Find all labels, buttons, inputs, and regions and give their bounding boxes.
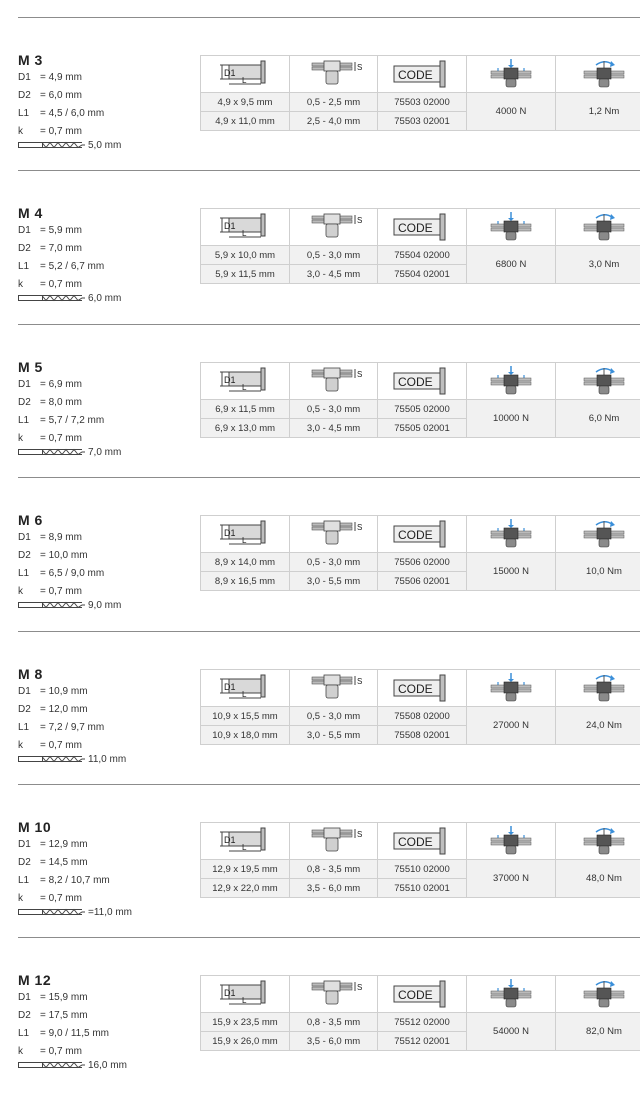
svg-text:L: L <box>242 76 247 85</box>
dims-cell: 10,9 x 15,5 mm <box>201 707 290 726</box>
size-title: M 3 <box>18 52 43 68</box>
rivet-dimensions-cell <box>201 209 290 246</box>
spec-l1: L1 = 4,5 / 6,0 mm <box>18 108 105 119</box>
dims-cell: 6,9 x 11,5 mm <box>201 400 290 419</box>
spec-d1: D1 = 4,9 mm <box>18 72 82 83</box>
setting-force-icon <box>489 826 533 856</box>
rivet-dimensions-cell <box>201 976 290 1013</box>
drill-size: =11,0 mm <box>18 907 132 918</box>
torque-icon <box>582 59 626 89</box>
size-title: M 4 <box>18 205 43 221</box>
setting-force-cell <box>467 670 556 707</box>
svg-text:CODE: CODE <box>398 375 433 389</box>
drill-bit-icon <box>18 908 86 916</box>
rivet-dimensions-cell <box>201 363 290 400</box>
spec-d1: D1 = 10,9 mm <box>18 686 88 697</box>
dims-cell: 15,9 x 26,0 mm <box>201 1032 290 1051</box>
torque-icon <box>582 979 626 1009</box>
torque-cell <box>556 56 640 93</box>
size-title: M 6 <box>18 512 43 528</box>
dims-cell: 5,9 x 11,5 mm <box>201 265 290 284</box>
torque-icon <box>582 212 626 242</box>
grip-cell: 3,0 - 5,5 mm <box>290 572 378 591</box>
code-value-cell: 75508 02001 <box>378 726 467 745</box>
dims-cell: 4,9 x 9,5 mm <box>201 93 290 112</box>
spec-d2: D2 = 8,0 mm <box>18 397 82 408</box>
spec-k: k = 0,7 mm <box>18 740 82 751</box>
spec-l1: L1 = 5,2 / 6,7 mm <box>18 261 105 272</box>
torque-value-cell: 3,0 Nm <box>556 246 640 284</box>
size-section <box>0 359 640 489</box>
code-value-cell: 75503 02001 <box>378 112 467 131</box>
code-value-cell: 75504 02000 <box>378 246 467 265</box>
torque-cell <box>556 209 640 246</box>
drill-bit-icon <box>18 601 86 609</box>
setting-force-cell <box>467 976 556 1013</box>
setting-force-icon <box>489 212 533 242</box>
grip-cell: 3,0 - 4,5 mm <box>290 265 378 284</box>
grip-range-cell <box>290 56 378 93</box>
setting-force-cell <box>467 516 556 553</box>
setting-force-icon <box>489 673 533 703</box>
code-icon <box>390 826 454 856</box>
code-value-cell: 75512 02000 <box>378 1013 467 1032</box>
grip-cell: 0,5 - 3,0 mm <box>290 400 378 419</box>
size-section <box>0 52 640 182</box>
spec-k: k = 0,7 mm <box>18 433 82 444</box>
torque-value-cell: 82,0 Nm <box>556 1013 640 1051</box>
spec-d1: D1 = 6,9 mm <box>18 379 82 390</box>
size-section <box>0 205 640 335</box>
setting-force-icon <box>489 519 533 549</box>
svg-text:CODE: CODE <box>398 221 433 235</box>
code-cell <box>378 823 467 860</box>
grip-cell: 3,0 - 4,5 mm <box>290 419 378 438</box>
grip-range-cell <box>290 823 378 860</box>
drill-bit-icon <box>18 448 86 456</box>
grip-cell: 3,5 - 6,0 mm <box>290 879 378 898</box>
torque-value-cell: 10,0 Nm <box>556 553 640 591</box>
setting-force-icon <box>489 59 533 89</box>
size-section <box>0 819 640 949</box>
svg-text:D1: D1 <box>224 68 236 78</box>
setting-force-cell <box>467 56 556 93</box>
spec-d1: D1 = 5,9 mm <box>18 225 82 236</box>
grip-range-cell <box>290 209 378 246</box>
code-icon <box>390 519 454 549</box>
setting-force-cell <box>467 209 556 246</box>
size-title: M 12 <box>18 972 52 988</box>
spec-k: k = 0,7 mm <box>18 279 82 290</box>
drill-size: 16,0 mm <box>18 1060 127 1071</box>
code-value-cell: 75506 02000 <box>378 553 467 572</box>
svg-text:D1: D1 <box>224 528 236 538</box>
grip-cell: 2,5 - 4,0 mm <box>290 112 378 131</box>
size-title: M 8 <box>18 666 43 682</box>
spec-l1: L1 = 7,2 / 9,7 mm <box>18 722 105 733</box>
setting-force-cell <box>467 823 556 860</box>
code-icon <box>390 673 454 703</box>
spec-d1: D1 = 12,9 mm <box>18 839 88 850</box>
code-value-cell: 75506 02001 <box>378 572 467 591</box>
spec-d2: D2 = 7,0 mm <box>18 243 82 254</box>
spec-table <box>200 975 640 1051</box>
grip-cell: 0,8 - 3,5 mm <box>290 860 378 879</box>
rivet-dimensions-icon <box>215 59 275 89</box>
svg-text:S: S <box>356 370 362 379</box>
drill-bit-icon <box>18 294 86 302</box>
grip-range-icon <box>304 212 364 242</box>
svg-text:CODE: CODE <box>398 682 433 696</box>
spec-d1: D1 = 8,9 mm <box>18 532 82 543</box>
code-cell <box>378 363 467 400</box>
rivet-dimensions-icon <box>215 519 275 549</box>
drill-bit-icon <box>18 755 86 763</box>
torque-icon <box>582 519 626 549</box>
rivet-dimensions-icon <box>215 212 275 242</box>
force-cell: 6800 N <box>467 246 556 284</box>
grip-range-cell <box>290 363 378 400</box>
code-value-cell: 75505 02000 <box>378 400 467 419</box>
code-value-cell: 75510 02000 <box>378 860 467 879</box>
torque-cell <box>556 823 640 860</box>
spec-k: k = 0,7 mm <box>18 1046 82 1057</box>
drill-size: 7,0 mm <box>18 447 121 458</box>
grip-range-icon <box>304 519 364 549</box>
torque-cell <box>556 976 640 1013</box>
svg-text:S: S <box>356 216 362 225</box>
svg-text:L: L <box>242 843 247 852</box>
drill-size: 5,0 mm <box>18 140 121 151</box>
code-value-cell: 75510 02001 <box>378 879 467 898</box>
grip-cell: 3,0 - 5,5 mm <box>290 726 378 745</box>
code-cell <box>378 209 467 246</box>
torque-icon <box>582 826 626 856</box>
dims-cell: 15,9 x 23,5 mm <box>201 1013 290 1032</box>
drill-size: 6,0 mm <box>18 293 121 304</box>
drill-size: 11,0 mm <box>18 754 126 765</box>
svg-text:CODE: CODE <box>398 528 433 542</box>
size-section <box>0 666 640 796</box>
spec-k: k = 0,7 mm <box>18 586 82 597</box>
grip-range-icon <box>304 826 364 856</box>
rivet-dimensions-icon <box>215 366 275 396</box>
svg-text:L: L <box>242 690 247 699</box>
dims-cell: 8,9 x 14,0 mm <box>201 553 290 572</box>
spec-d2: D2 = 17,5 mm <box>18 1010 88 1021</box>
dims-cell: 10,9 x 18,0 mm <box>201 726 290 745</box>
setting-force-cell <box>467 363 556 400</box>
size-section <box>0 972 640 1102</box>
svg-text:D1: D1 <box>224 375 236 385</box>
dims-cell: 12,9 x 19,5 mm <box>201 860 290 879</box>
grip-range-icon <box>304 59 364 89</box>
code-value-cell: 75503 02000 <box>378 93 467 112</box>
code-icon <box>390 366 454 396</box>
code-cell <box>378 976 467 1013</box>
dims-cell: 6,9 x 13,0 mm <box>201 419 290 438</box>
grip-range-icon <box>304 979 364 1009</box>
svg-text:D1: D1 <box>224 682 236 692</box>
torque-value-cell: 6,0 Nm <box>556 400 640 438</box>
spec-d1: D1 = 15,9 mm <box>18 992 88 1003</box>
drill-size: 9,0 mm <box>18 600 121 611</box>
size-section <box>0 512 640 642</box>
svg-text:S: S <box>356 523 362 532</box>
svg-text:D1: D1 <box>224 835 236 845</box>
rivet-dimensions-cell <box>201 670 290 707</box>
spec-table <box>200 362 640 438</box>
spec-d2: D2 = 6,0 mm <box>18 90 82 101</box>
torque-icon <box>582 673 626 703</box>
force-cell: 54000 N <box>467 1013 556 1051</box>
size-title: M 10 <box>18 819 52 835</box>
grip-cell: 0,5 - 3,0 mm <box>290 707 378 726</box>
torque-cell <box>556 670 640 707</box>
svg-text:L: L <box>242 229 247 238</box>
spec-table <box>200 208 640 284</box>
dims-cell: 12,9 x 22,0 mm <box>201 879 290 898</box>
spec-table <box>200 55 640 131</box>
rivet-dimensions-icon <box>215 673 275 703</box>
rivet-dimensions-icon <box>215 979 275 1009</box>
svg-text:L: L <box>242 996 247 1005</box>
torque-cell <box>556 363 640 400</box>
spec-l1: L1 = 9,0 / 11,5 mm <box>18 1028 110 1039</box>
spec-l1: L1 = 6,5 / 9,0 mm <box>18 568 105 579</box>
spec-l1: L1 = 8,2 / 10,7 mm <box>18 875 110 886</box>
spec-l1: L1 = 5,7 / 7,2 mm <box>18 415 105 426</box>
code-cell <box>378 516 467 553</box>
spec-table <box>200 515 640 591</box>
grip-range-cell <box>290 670 378 707</box>
spec-k: k = 0,7 mm <box>18 893 82 904</box>
grip-range-icon <box>304 366 364 396</box>
svg-text:S: S <box>356 677 362 686</box>
force-cell: 27000 N <box>467 707 556 745</box>
dims-cell: 8,9 x 16,5 mm <box>201 572 290 591</box>
grip-cell: 3,5 - 6,0 mm <box>290 1032 378 1051</box>
grip-range-cell <box>290 976 378 1013</box>
code-value-cell: 75508 02000 <box>378 707 467 726</box>
torque-cell <box>556 516 640 553</box>
code-icon <box>390 979 454 1009</box>
rivet-dimensions-cell <box>201 516 290 553</box>
rivet-dimensions-cell <box>201 823 290 860</box>
grip-range-icon <box>304 673 364 703</box>
force-cell: 10000 N <box>467 400 556 438</box>
spec-table <box>200 669 640 745</box>
svg-text:D1: D1 <box>224 988 236 998</box>
svg-text:D1: D1 <box>224 221 236 231</box>
section-divider <box>18 17 640 18</box>
grip-cell: 0,5 - 3,0 mm <box>290 553 378 572</box>
torque-icon <box>582 366 626 396</box>
code-icon <box>390 59 454 89</box>
svg-text:CODE: CODE <box>398 68 433 82</box>
force-cell: 4000 N <box>467 93 556 131</box>
dims-cell: 4,9 x 11,0 mm <box>201 112 290 131</box>
svg-text:L: L <box>242 536 247 545</box>
drill-bit-icon <box>18 1061 86 1069</box>
setting-force-icon <box>489 979 533 1009</box>
torque-value-cell: 1,2 Nm <box>556 93 640 131</box>
grip-cell: 0,8 - 3,5 mm <box>290 1013 378 1032</box>
svg-text:CODE: CODE <box>398 988 433 1002</box>
code-value-cell: 75504 02001 <box>378 265 467 284</box>
svg-text:S: S <box>356 983 362 992</box>
spec-k: k = 0,7 mm <box>18 126 82 137</box>
svg-text:S: S <box>356 63 362 72</box>
spec-d2: D2 = 12,0 mm <box>18 704 88 715</box>
drill-bit-icon <box>18 141 86 149</box>
torque-value-cell: 24,0 Nm <box>556 707 640 745</box>
spec-d2: D2 = 10,0 mm <box>18 550 88 561</box>
force-cell: 15000 N <box>467 553 556 591</box>
force-cell: 37000 N <box>467 860 556 898</box>
code-icon <box>390 212 454 242</box>
dims-cell: 5,9 x 10,0 mm <box>201 246 290 265</box>
code-value-cell: 75505 02001 <box>378 419 467 438</box>
code-cell <box>378 56 467 93</box>
rivet-dimensions-icon <box>215 826 275 856</box>
svg-text:S: S <box>356 830 362 839</box>
grip-range-cell <box>290 516 378 553</box>
setting-force-icon <box>489 366 533 396</box>
rivet-dimensions-cell <box>201 56 290 93</box>
code-cell <box>378 670 467 707</box>
torque-value-cell: 48,0 Nm <box>556 860 640 898</box>
svg-text:CODE: CODE <box>398 835 433 849</box>
code-value-cell: 75512 02001 <box>378 1032 467 1051</box>
size-title: M 5 <box>18 359 43 375</box>
grip-cell: 0,5 - 2,5 mm <box>290 93 378 112</box>
spec-table <box>200 822 640 898</box>
grip-cell: 0,5 - 3,0 mm <box>290 246 378 265</box>
svg-text:L: L <box>242 383 247 392</box>
spec-d2: D2 = 14,5 mm <box>18 857 88 868</box>
